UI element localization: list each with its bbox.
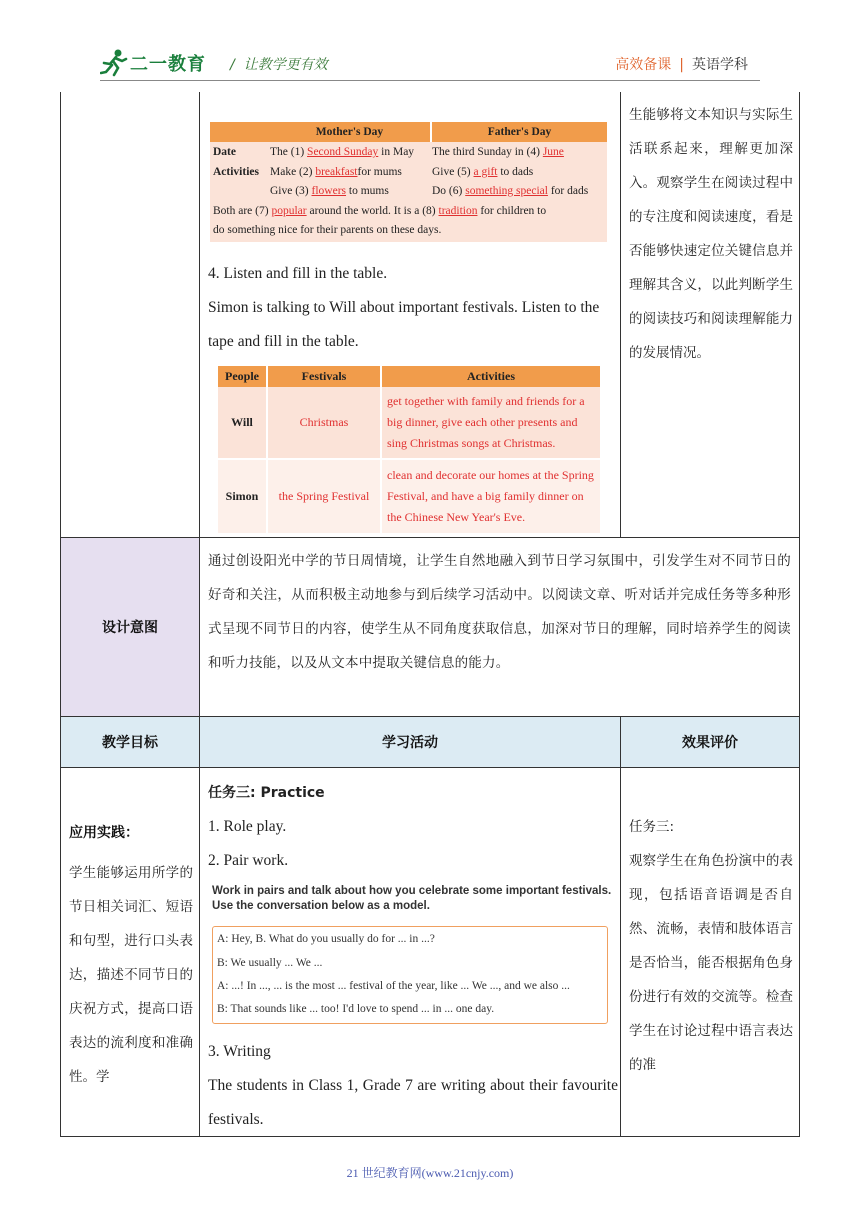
row1-goal-cell [61,92,199,537]
date-mother: The (1) Second Sunday in May [270,146,415,158]
th-activity: 学习活动 [382,735,438,751]
date-label: Date [213,146,236,158]
table-row [218,387,600,459]
th-mothers-day: Mother's Day [269,122,431,142]
th-people: People [218,366,267,387]
activity-father-2: Do (6) something special for dads [432,184,589,197]
people-simon: Simon [218,459,267,533]
logo [100,46,206,80]
activity-mother-1: Make (2) breakfastfor mums [270,165,402,178]
row3-activity-cell [200,768,620,1136]
th-goal-cell [61,717,199,767]
th-eval: 效果评价 [682,735,738,751]
activities-label: Activities [213,165,259,178]
eval-text: 观察学生在角色扮演中的表现，包括语音语调是否自然、流畅，表情和肢体语言是否恰当，能否根据角色身份进行有效的交流等。检查学生在讨论过程中语言表达的准 [629,853,793,1073]
page-header [100,44,760,84]
th-activity-cell [200,717,620,767]
dialog-line: A: ...! In ..., ... is the most ... festival of the year, like ... We ..., and we also ... [217,980,570,992]
date-father: The third Sunday in (4) June [432,146,564,158]
dialog-line: B: We usually ... We ... [217,957,323,969]
people-will: Will [218,387,267,459]
festival-spring: the Spring Festival [267,459,381,533]
dialog-line: B: That sounds like ... too! I'd love to spend ... in ... one day. [217,1003,495,1015]
header-right: 高效备课 | 英语学科 [615,57,748,73]
th-fathers-day: Father's Day [487,126,552,138]
task4-description: Simon is talking to Will about important festivals. Listen to the tape and fill in the table. [208,299,600,350]
goal-text: 学生能够运用所学的节日相关词汇、短语和句型，进行口头表达，描述不同节日的庆祝方式，提高口语表达的流利度和准确性。学 [69,865,193,1085]
page-footer: 21 世纪教育网(www.21cnjy.com) [346,1166,514,1180]
th-festivals: Festivals [267,366,381,387]
festival-christmas: Christmas [267,387,381,459]
festival-table [218,366,600,533]
design-text-cell [200,538,799,716]
row1-eval-text: 生能够将文本知识与实际生活联系起来，理解更加深入。观察学生在阅读过程中的专注度和阅读速度，看是否能够快速定位关键信息并理解其含义，以此判断学生的阅读技巧和阅读理解能力的发展情况。 [629,107,793,361]
header-divider [100,80,760,81]
design-label: 设计意图 [102,620,158,636]
slogan: / 让教学更有效 [230,57,328,73]
item-role-play: 1. Role play. [208,818,287,835]
th-activities: Activities [467,369,515,383]
goal-title: 应用实践： [69,825,139,841]
task3-title: 任务三: Practice [208,785,325,801]
row1-activity-cell [200,92,620,537]
brand-name: 二一教育 [130,54,206,75]
dialog-line: A: Hey, B. What do you usually do for ... in ...? [217,933,435,945]
row3-eval-cell [621,768,799,1136]
prep-label: 高效备课 [615,57,672,73]
design-text: 通过创设阳光中学的节日周情境，让学生自然地融入到节日学习氛围中，引发学生对不同节日的好奇和关注，从而积极主动地参与到后续学习活动中。以阅读文章、听对话并完成任务等多种形式呈现不同节日的内容，使学生从不同角度获取信息，加深对节日的理解，同时培养学生的阅读和听力技能，以及从文本中提取关键信息的能力。 [208,553,791,671]
pair-instruction: Work in pairs and talk about how you celebrate some important festivals. Use the conversation below as a model. [212,885,612,912]
runner-logo-icon [100,48,128,78]
writing-description: The students in Class 1, Grade 7 are writing about their favourite festivals. [208,1077,618,1128]
activities-simon: clean and decorate our homes at the Spring Festival, and have a big family dinner on the Chinese New Year's Eve. [381,459,600,533]
design-label-cell [61,538,199,716]
mothers-fathers-table [210,122,607,242]
item-writing: 3. Writing [208,1043,271,1060]
task4-title: 4. Listen and fill in the table. [208,265,388,282]
eval-title: 任务三: [629,819,675,835]
activity-father-1: Give (5) a gift to dads [432,165,534,178]
row1-eval-cell [621,92,799,537]
both-sentence: Both are (7) popular around the world. It is a (8) tradition for children to do something nice for their parents on these days. [213,205,547,236]
activity-mother-2: Give (3) flowers to mums [270,184,389,197]
th-eval-cell [621,717,799,767]
th-goal: 教学目标 [102,735,158,751]
row3-goal-cell [61,768,199,1136]
table-row [218,459,600,533]
activities-will: get together with family and friends for a big dinner, give each other presents and sing Christmas songs at Christmas. [387,394,585,450]
dialog-box [212,926,608,1024]
subject-label: 英语学科 [692,57,748,73]
item-pair-work: 2. Pair work. [208,852,289,869]
